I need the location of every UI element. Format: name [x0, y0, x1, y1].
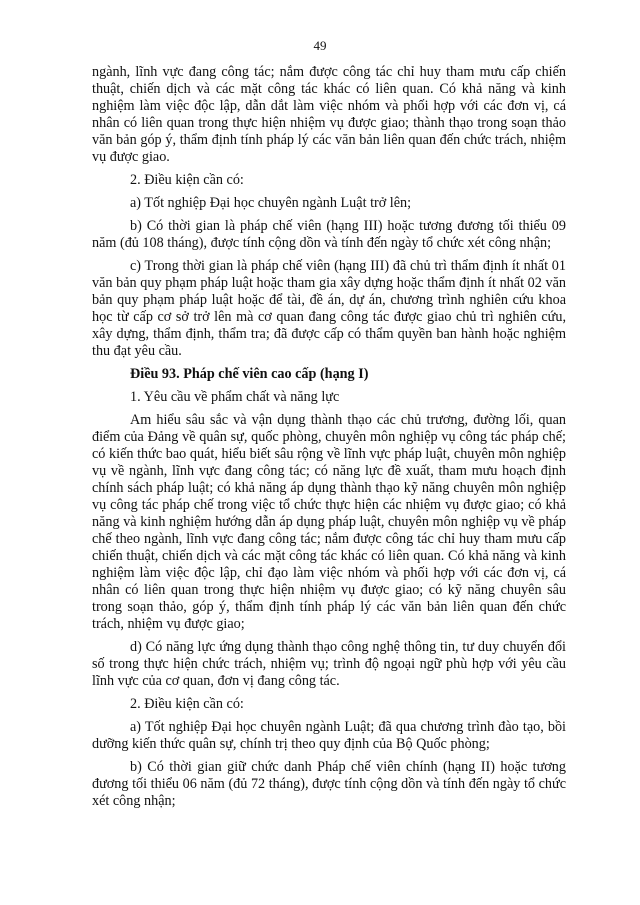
- paragraph-continuation: ngành, lĩnh vực đang công tác; nắm được công tác chỉ huy tham mưu cấp chiến thuật, chiến dịch và các mặt công tác khác có liên quan. Có khả năng và kinh nghiệm làm việc độc lập, dẫn dắt làm việc nhóm và phối hợp với các đơn vị, cá nhân có liên quan trong thực hiện nhiệm vụ được giao; thành thạo trong soạn thảo văn bản góp ý, thẩm định tính pháp lý các văn bản liên quan đến chức trách, nhiệm vụ được giao.: [92, 64, 566, 165]
- paragraph-condition-b: b) Có thời gian là pháp chế viên (hạng III) hoặc tương đương tối thiểu 09 năm (đủ 108 tháng), được tính cộng dồn và tính đến ngày tổ chức xét công nhận;: [92, 218, 566, 251]
- paragraph-condition-c: c) Trong thời gian là pháp chế viên (hạng III) đã chủ trì thẩm định ít nhất 01 văn bản quy phạm pháp luật hoặc tham gia xây dựng hoặc thẩm định ít nhất 02 văn bản quy phạm pháp luật hoặc để tài, đề án, dự án, chương trình nghiên cứu khoa học từ cấp cơ sở trở lên mà cơ quan đang công tác được giao chủ trì nghiên cứu, xây dựng, thẩm định, thẩm tra; đã được cấp có thẩm quyền ban hành hoặc nghiệm thu đạt yêu cầu.: [92, 258, 566, 359]
- paragraph-requirement-d: d) Có năng lực ứng dụng thành thạo công nghệ thông tin, tư duy chuyển đổi số trong thực hiện chức trách, nhiệm vụ; trình độ ngoại ngữ phù hợp với yêu cầu lĩnh vực của cơ quan, đơn vị đang công tác.: [92, 639, 566, 689]
- document-body: [92, 64, 566, 816]
- paragraph-requirements-body: Am hiểu sâu sắc và vận dụng thành thạo các chủ trương, đường lối, quan điểm của Đảng về quân sự, quốc phòng, chuyên môn nghiệp vụ công tác pháp chế; có kiến thức bao quát, hiểu biết sâu rộng về lĩnh vực pháp luật, chuyên môn nghiệp vụ về ngành, lĩnh vực đang công tác; có năng lực đề xuất, tham mưu hoạch định chính sách pháp luật; có khả năng áp dụng thành thạo kỹ năng chuyên môn nghiệp vụ công tác pháp chế trong việc tổ chức thực hiện các nhiệm vụ được giao; có khả năng và kinh nghiệm hướng dẫn áp dụng pháp luật, chuyên môn nghiệp vụ về pháp chế theo ngành, lĩnh vực đang công tác; nắm được công tác chỉ huy tham mưu cấp chiến thuật, chiến dịch và các mặt công tác khác có liên quan. Có khả năng và kinh nghiệm làm việc độc lập, chỉ đạo làm việc nhóm và phối hợp với các đơn vị, cá nhân có liên quan trong thực hiện nhiệm vụ được giao; có kỹ năng chuyên sâu trong soạn thảo, góp ý, thẩm định tính pháp lý các văn bản liên quan đến chức trách, nhiệm vụ được giao;: [92, 412, 566, 632]
- paragraph-condition-b-2: b) Có thời gian giữ chức danh Pháp chế viên chính (hạng II) hoặc tương đương tối thiểu 06 năm (đủ 72 tháng), được tính cộng dồn và tính đến ngày tổ chức xét công nhận;: [92, 759, 566, 809]
- paragraph-condition-a: a) Tốt nghiệp Đại học chuyên ngành Luật trở lên;: [130, 195, 412, 211]
- article-93-heading: Điều 93. Pháp chế viên cao cấp (hạng I): [130, 366, 369, 382]
- paragraph-conditions-heading: 2. Điều kiện cần có:: [130, 172, 244, 188]
- paragraph-requirements-heading: 1. Yêu cầu về phẩm chất và năng lực: [130, 389, 340, 405]
- page-number: 49: [313, 38, 327, 53]
- paragraph-condition-a-2: a) Tốt nghiệp Đại học chuyên ngành Luật; đã qua chương trình đào tạo, bồi dưỡng kiến thức quân sự, chính trị theo quy định của Bộ Quốc phòng;: [92, 719, 566, 752]
- paragraph-conditions-heading-2: 2. Điều kiện cần có:: [130, 696, 244, 712]
